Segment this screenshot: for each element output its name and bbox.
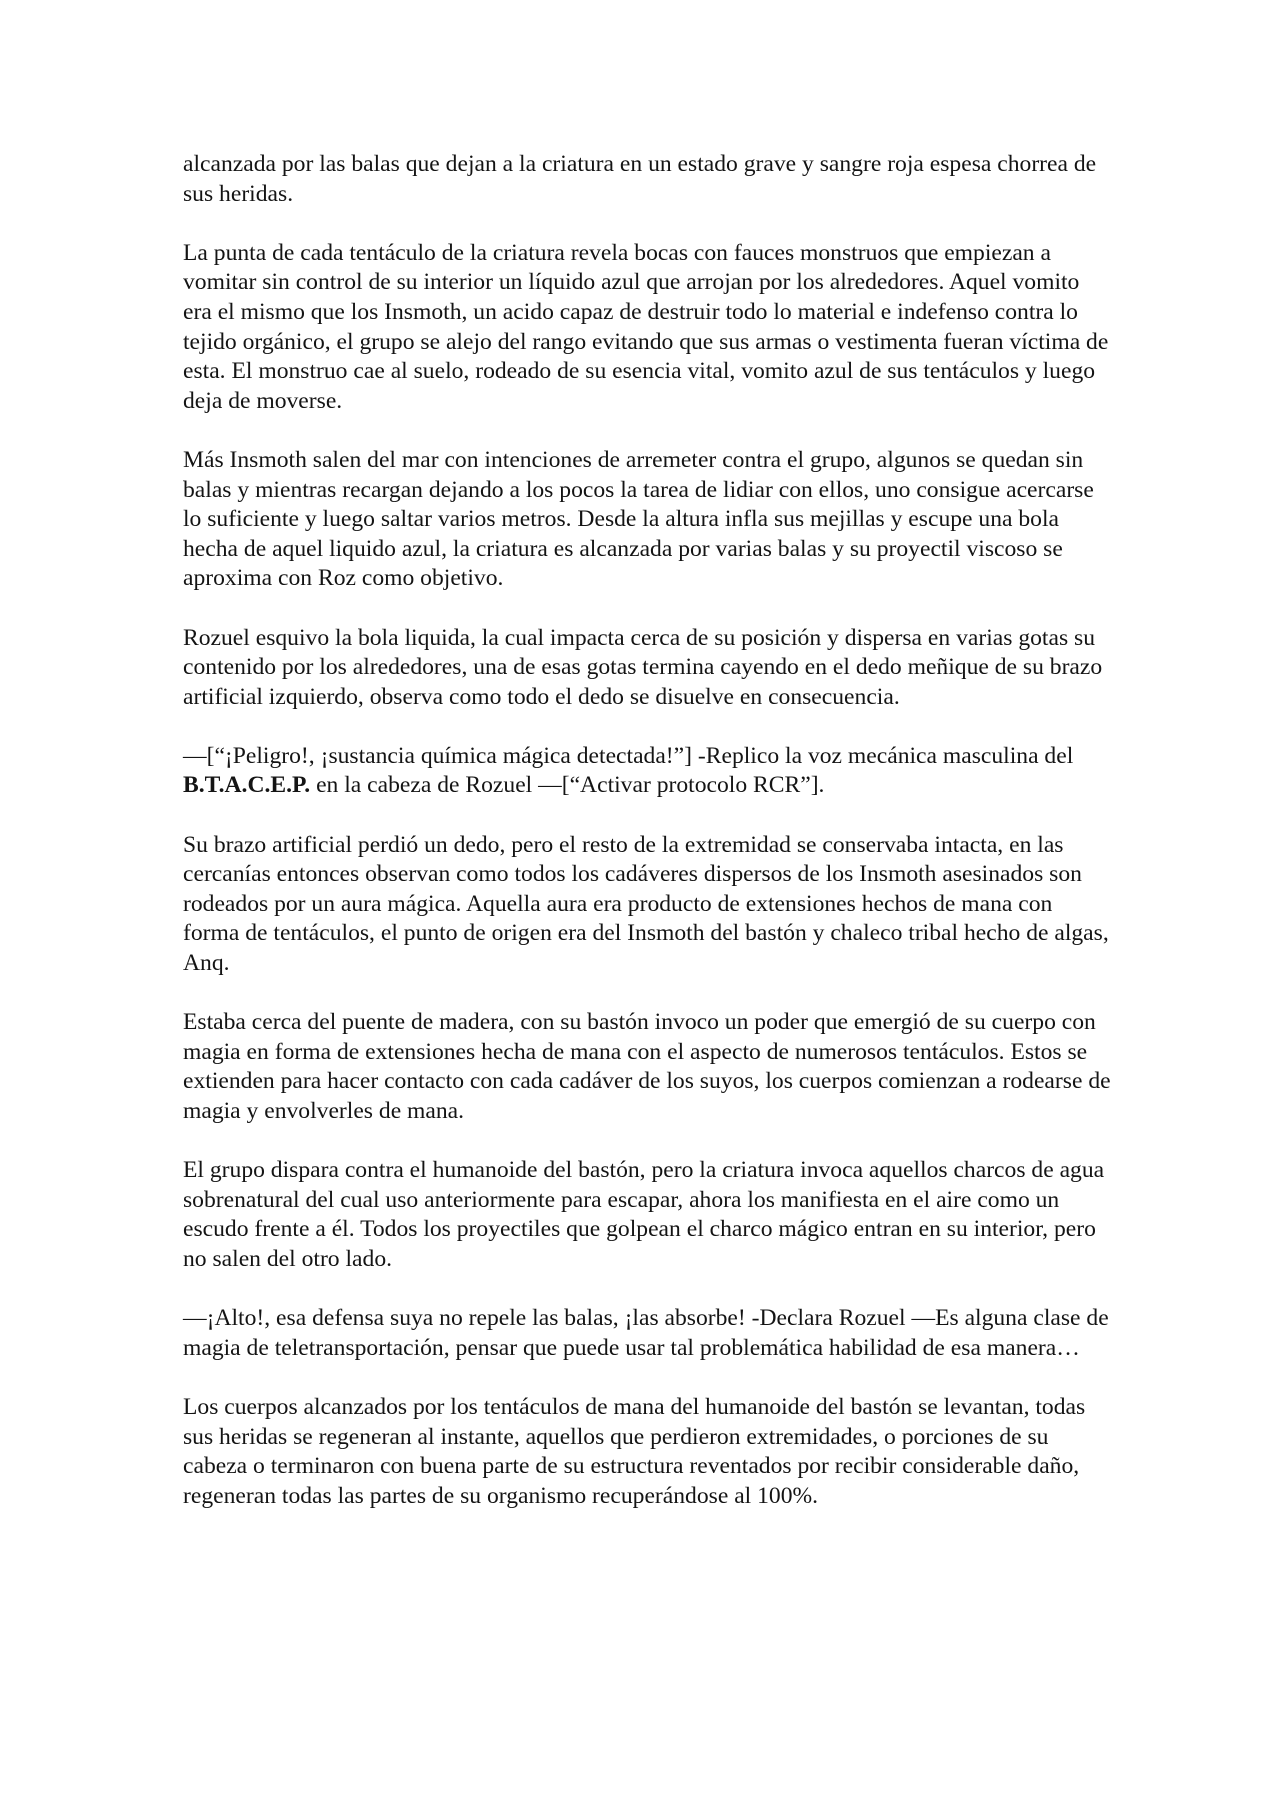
paragraph: Rozuel esquivo la bola liquida, la cual impacta cerca de su posición y dispersa en varias gotas su contenido por los alrededores, una de esas gotas termina cayendo en el dedo meñique de su brazo artificial izquierdo, observa como todo el dedo se disuelve en consecuencia. <box>183 624 1103 710</box>
paragraph: Su brazo artificial perdió un dedo, pero el resto de la extremidad se conservaba intacta, en las cercanías entonces observan como todos los cadáveres dispersos de los Insmoth asesinados son rodeados por un aura mágica. Aquella aura era producto de extensiones hechos de mana con forma de tentáculos, el punto de origen era del Insmoth del bastón y chaleco tribal hecho de algas, Anq. <box>183 831 1109 977</box>
paragraph: Los cuerpos alcanzados por los tentáculos de mana del humanoide del bastón se levantan, todas sus heridas se regeneran al instante, aquellos que perdieron extremidades, o porciones de su cabeza o terminaron con buena parte de su estructura reventados por recibir considerable daño, regeneran todas las partes de su organismo recuperándose al 100%. <box>183 1393 1086 1509</box>
paragraph: Más Insmoth salen del mar con intenciones de arremeter contra el grupo, algunos se quedan sin balas y mientras recargan dejando a los pocos la tarea de lidiar con ellos, uno consigue acercarse lo suficiente y luego saltar varios metros. Desde la altura infla sus mejillas y escupe una bola hecha de aquel liquido azul, la criatura es alcanzada por varias balas y su proyectil viscoso se aproxima con Roz como objetivo. <box>183 446 1094 592</box>
dialog-text-after: en la cabeza de Rozuel —[“Activar protocolo RCR”]. <box>310 772 825 799</box>
paragraph: La punta de cada tentáculo de la criatura revela bocas con fauces monstruos que empiezan a vomitar sin control de su interior un líquido azul que arrojan por los alrededores. Aquel vomito era el mismo que los Insmoth, un acido capaz de destruir todo lo material e indefenso contra lo tejido orgánico, el grupo se alejo del rango evitando que sus armas o vestimenta fueran víctima de esta. El monstruo cae al suelo, rodeado de su esencia vital, vomito azul de sus tentáculos y luego deja de moverse. <box>183 239 1109 414</box>
paragraph: Estaba cerca del puente de madera, con su bastón invoco un poder que emergió de su cuerpo con magia en forma de extensiones hecha de mana con el aspecto de numerosos tentáculos. Estos se extienden para hacer contacto con cada cadáver de los suyos, los cuerpos comienzan a rodearse de magia y envolverles de mana. <box>183 1009 1111 1124</box>
document-body <box>183 150 1113 1541</box>
paragraph: El grupo dispara contra el humanoide del bastón, pero la criatura invoca aquellos charcos de agua sobrenatural del cual uso anteriormente para escapar, ahora los manifiesta en el aire como un escudo frente a él. Todos los proyectiles que golpean el charco mágico entran en su interior, pero no salen del otro lado. <box>183 1157 1105 1272</box>
paragraph: alcanzada por las balas que dejan a la criatura en un estado grave y sangre roja espesa chorrea de sus heridas. <box>183 151 1097 207</box>
dialog-text-before: —[“¡Peligro!, ¡sustancia química mágica detectada!”] -Replico la voz mecánica masculina del <box>183 742 1074 769</box>
acronym-bold: B.T.A.C.E.P. <box>183 772 311 799</box>
dialog-paragraph <box>183 742 1113 801</box>
paragraph: —¡Alto!, esa defensa suya no repele las balas, ¡las absorbe! -Declara Rozuel —Es alguna clase de magia de teletransportación, pensar que puede usar tal problemática habilidad de esa manera… <box>183 1305 1109 1361</box>
